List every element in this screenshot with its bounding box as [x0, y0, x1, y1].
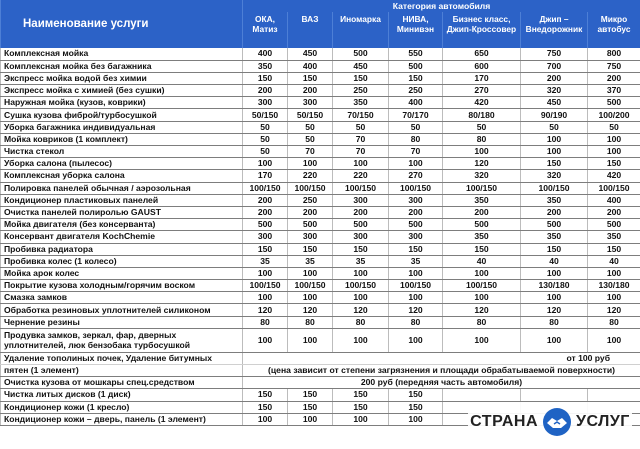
price-cell: 500: [389, 219, 443, 231]
price-cell: 220: [288, 170, 333, 182]
price-cell: 320: [521, 85, 588, 97]
price-cell: 200: [389, 206, 443, 218]
price-cell: 150: [243, 243, 288, 255]
price-cell: 150: [243, 72, 288, 84]
price-cell: 80: [588, 316, 640, 328]
price-cell: 100: [288, 328, 333, 352]
price-cell: 100: [333, 413, 389, 425]
price-cell: 100: [389, 267, 443, 279]
price-cell: 100: [588, 328, 640, 352]
price-cell: 250: [288, 194, 333, 206]
price-cell: 550: [389, 48, 443, 60]
service-name: Чистка стекол: [1, 146, 243, 158]
service-name: пятен (1 элемент): [1, 365, 243, 377]
price-cell: 100/150: [243, 182, 288, 194]
price-cell: 80: [243, 316, 288, 328]
price-cell: 350: [443, 194, 521, 206]
table-row: [1, 231, 640, 243]
price-cell: 80: [443, 316, 521, 328]
price-cell: 300: [389, 231, 443, 243]
price-cell: 100: [443, 328, 521, 352]
service-name: Мойка ковриков (1 комплект): [1, 133, 243, 145]
column-header: Микро автобус: [588, 12, 640, 48]
service-name: Покрытие кузова холодным/горячим воском: [1, 280, 243, 292]
price-cell: 350: [443, 231, 521, 243]
price-cell: 120: [333, 304, 389, 316]
column-header: ВАЗ: [288, 12, 333, 48]
price-cell: 500: [333, 48, 389, 60]
service-name: Чистка литых дисков (1 диск): [1, 389, 243, 401]
price-cell: 80: [288, 316, 333, 328]
service-name: Консервант двигателя KochChemie: [1, 231, 243, 243]
price-cell: 700: [521, 60, 588, 72]
price-cell: 500: [243, 219, 288, 231]
price-cell: 35: [333, 255, 389, 267]
price-cell: 100: [521, 292, 588, 304]
table-row: [1, 72, 640, 84]
strana-uslug-logo: [468, 402, 632, 442]
service-name: Экспресс мойка водой без химии: [1, 72, 243, 84]
price-note: от 100 руб: [243, 352, 640, 364]
price-cell: 50: [243, 133, 288, 145]
price-cell: 300: [333, 194, 389, 206]
service-name: Смазка замков: [1, 292, 243, 304]
price-cell: 120: [443, 158, 521, 170]
price-cell: 50: [243, 146, 288, 158]
table-row: [1, 316, 640, 328]
table-row: [1, 109, 640, 121]
service-name: Кондиционер кожи (1 кресло): [1, 401, 243, 413]
column-header: Бизнес класс, Джип-Кроссовер: [443, 12, 521, 48]
price-cell: 100: [443, 267, 521, 279]
price-cell: 200: [588, 206, 640, 218]
service-name: Комплексная мойка без багажника: [1, 60, 243, 72]
price-cell: 35: [288, 255, 333, 267]
table-row: [1, 352, 640, 364]
service-name: Чернение резины: [1, 316, 243, 328]
price-cell: 100: [243, 292, 288, 304]
empty-cell: [588, 389, 640, 401]
price-cell: 100: [389, 158, 443, 170]
price-cell: 50: [443, 121, 521, 133]
price-cell: 50: [588, 121, 640, 133]
price-cell: 800: [588, 48, 640, 60]
price-cell: 80: [389, 316, 443, 328]
table-row: [1, 158, 640, 170]
empty-cell: [521, 389, 588, 401]
price-cell: 100: [443, 292, 521, 304]
price-cell: 70: [389, 146, 443, 158]
price-cell: 150: [333, 401, 389, 413]
price-cell: 70: [333, 146, 389, 158]
table-row: [1, 304, 640, 316]
price-cell: 170: [243, 170, 288, 182]
price-cell: 300: [288, 231, 333, 243]
logo-left-word: СТРАНА: [470, 413, 538, 430]
price-cell: 100/150: [443, 280, 521, 292]
price-cell: 80/180: [443, 109, 521, 121]
price-cell: 100: [243, 328, 288, 352]
price-cell: 350: [521, 231, 588, 243]
price-cell: 400: [389, 97, 443, 109]
price-cell: 80: [389, 133, 443, 145]
service-name: Комплексная уборка салона: [1, 170, 243, 182]
table-row: [1, 170, 640, 182]
table-row: [1, 243, 640, 255]
service-name: Сушка кузова фиброй/турбосушкой: [1, 109, 243, 121]
price-cell: 350: [243, 60, 288, 72]
price-cell: 50: [243, 121, 288, 133]
price-cell: 200: [243, 85, 288, 97]
table-row: [1, 48, 640, 60]
price-cell: 150: [588, 158, 640, 170]
price-cell: 100: [288, 267, 333, 279]
price-cell: 150: [243, 401, 288, 413]
price-cell: 500: [333, 219, 389, 231]
service-name: Полировка панелей обычная / аэрозольная: [1, 182, 243, 194]
price-cell: 150: [288, 72, 333, 84]
price-cell: 150: [288, 243, 333, 255]
price-cell: 150: [389, 389, 443, 401]
price-cell: 420: [588, 170, 640, 182]
price-cell: 100/150: [389, 280, 443, 292]
price-cell: 70: [288, 146, 333, 158]
price-cell: 130/180: [521, 280, 588, 292]
price-cell: 650: [443, 48, 521, 60]
price-cell: 270: [389, 170, 443, 182]
price-cell: 100: [389, 413, 443, 425]
price-cell: 400: [588, 194, 640, 206]
price-cell: 170: [443, 72, 521, 84]
price-cell: 100: [389, 292, 443, 304]
service-name: Обработка резиновых уплотнителей силиконом: [1, 304, 243, 316]
price-cell: 450: [333, 60, 389, 72]
logo-right-word: УСЛУГ: [576, 413, 630, 430]
price-cell: 100: [521, 146, 588, 158]
price-cell: 400: [243, 48, 288, 60]
price-cell: 150: [333, 72, 389, 84]
table-row: [1, 121, 640, 133]
price-cell: 100/150: [288, 280, 333, 292]
price-cell: 100/150: [588, 182, 640, 194]
column-header: Джип – Внедорожник: [521, 12, 588, 48]
price-cell: 130/180: [588, 280, 640, 292]
price-cell: 420: [443, 97, 521, 109]
price-cell: 500: [588, 219, 640, 231]
table-row: [1, 133, 640, 145]
price-cell: 80: [521, 316, 588, 328]
price-cell: 200: [588, 72, 640, 84]
table-row: [1, 146, 640, 158]
price-cell: 100/200: [588, 109, 640, 121]
price-cell: 100: [521, 328, 588, 352]
price-cell: 100/150: [288, 182, 333, 194]
table-row: [1, 377, 640, 389]
price-cell: 150: [288, 389, 333, 401]
handshake-icon: [542, 407, 572, 437]
price-cell: 100/150: [243, 280, 288, 292]
table-row: [1, 280, 640, 292]
price-cell: 500: [288, 219, 333, 231]
header-category: Категория автомобиля: [243, 0, 640, 12]
price-cell: 100: [588, 292, 640, 304]
price-cell: 200: [288, 85, 333, 97]
table-row: [1, 292, 640, 304]
service-name: Очистка кузова от мошкары спец.средством: [1, 377, 243, 389]
price-cell: 200: [521, 72, 588, 84]
price-cell: 35: [389, 255, 443, 267]
price-cell: 80: [333, 316, 389, 328]
price-cell: 250: [333, 85, 389, 97]
price-cell: 150: [243, 389, 288, 401]
price-cell: 200: [333, 206, 389, 218]
price-cell: 300: [389, 194, 443, 206]
price-cell: 100: [521, 267, 588, 279]
price-cell: 50/150: [288, 109, 333, 121]
service-name: Удаление тополиных почек, Удаление битумных: [1, 352, 243, 364]
price-cell: 100: [333, 267, 389, 279]
price-cell: 100/150: [333, 280, 389, 292]
price-cell: 120: [443, 304, 521, 316]
price-cell: 50: [288, 133, 333, 145]
price-cell: 100: [333, 328, 389, 352]
price-cell: 70: [333, 133, 389, 145]
price-cell: 350: [521, 194, 588, 206]
price-cell: 40: [443, 255, 521, 267]
price-cell: 150: [389, 243, 443, 255]
service-name: Уборка багажника индивидуальная: [1, 121, 243, 133]
service-name: Пробивка колес (1 колесо): [1, 255, 243, 267]
price-note: (цена зависит от степени загрязнения и площади обрабатываемой поверхности): [243, 365, 640, 377]
price-cell: 450: [288, 48, 333, 60]
price-cell: 150: [333, 243, 389, 255]
price-cell: 350: [333, 97, 389, 109]
price-cell: 100: [243, 158, 288, 170]
price-cell: 350: [588, 231, 640, 243]
table-row: [1, 182, 640, 194]
price-cell: 150: [288, 401, 333, 413]
price-cell: 40: [521, 255, 588, 267]
table-row: [1, 97, 640, 109]
price-cell: 150: [443, 243, 521, 255]
price-cell: 400: [288, 60, 333, 72]
price-cell: 50: [288, 121, 333, 133]
price-cell: 500: [521, 219, 588, 231]
table-row: [1, 194, 640, 206]
price-cell: 150: [588, 243, 640, 255]
price-cell: 120: [243, 304, 288, 316]
price-cell: 100: [288, 158, 333, 170]
price-cell: 320: [521, 170, 588, 182]
service-name: Пробивка радиатора: [1, 243, 243, 255]
price-cell: 100: [588, 133, 640, 145]
price-cell: 70/150: [333, 109, 389, 121]
price-cell: 120: [521, 304, 588, 316]
price-cell: 270: [443, 85, 521, 97]
price-cell: 100: [588, 267, 640, 279]
price-cell: 300: [288, 97, 333, 109]
table-row: [1, 219, 640, 231]
price-cell: 150: [389, 72, 443, 84]
service-name: Мойка двигателя (без консерванта): [1, 219, 243, 231]
service-name: Комплексная мойка: [1, 48, 243, 60]
price-cell: 100: [243, 267, 288, 279]
price-cell: 100: [588, 146, 640, 158]
header-title: Наименование услуги: [1, 0, 243, 48]
price-note: 200 руб (передняя часть автомобиля): [243, 377, 640, 389]
price-cell: 450: [521, 97, 588, 109]
table-row: [1, 389, 640, 401]
empty-cell: [443, 389, 521, 401]
price-cell: 100: [288, 413, 333, 425]
price-cell: 100: [288, 292, 333, 304]
table-row: [1, 328, 640, 352]
price-cell: 220: [333, 170, 389, 182]
table-row: [1, 85, 640, 97]
price-cell: 300: [243, 97, 288, 109]
service-name: Очистка панелей полиролью GAUST: [1, 206, 243, 218]
service-name: Экспресс мойка с химией (без сушки): [1, 85, 243, 97]
service-name: Кондиционер кожи – дверь, панель (1 элемент): [1, 413, 243, 425]
price-cell: 250: [389, 85, 443, 97]
price-cell: 90/190: [521, 109, 588, 121]
price-cell: 300: [333, 231, 389, 243]
price-cell: 320: [443, 170, 521, 182]
table-row: [1, 267, 640, 279]
price-cell: 150: [389, 401, 443, 413]
price-cell: 100/150: [333, 182, 389, 194]
price-cell: 500: [443, 219, 521, 231]
price-cell: 50: [333, 121, 389, 133]
price-cell: 100: [333, 292, 389, 304]
price-cell: 150: [521, 243, 588, 255]
price-cell: 40: [588, 255, 640, 267]
price-cell: 100: [521, 133, 588, 145]
price-cell: 750: [521, 48, 588, 60]
column-header: Иномарка: [333, 12, 389, 48]
price-cell: 500: [588, 97, 640, 109]
price-cell: 100/150: [389, 182, 443, 194]
price-cell: 100: [243, 413, 288, 425]
price-cell: 750: [588, 60, 640, 72]
price-cell: 100/150: [521, 182, 588, 194]
price-cell: 100: [333, 158, 389, 170]
price-cell: 70/170: [389, 109, 443, 121]
price-cell: 150: [521, 158, 588, 170]
price-cell: 50/150: [243, 109, 288, 121]
price-cell: 100: [443, 146, 521, 158]
service-name: Уборка салона (пылесос): [1, 158, 243, 170]
price-cell: 120: [389, 304, 443, 316]
column-header: НИВА, Минивэн: [389, 12, 443, 48]
service-name: Продувка замков, зеркал, фар, дверных уплотнителей, люк бензобака турбосушкой: [1, 328, 243, 352]
price-cell: 370: [588, 85, 640, 97]
table-row: [1, 255, 640, 267]
price-cell: 500: [389, 60, 443, 72]
table-row: [1, 206, 640, 218]
service-name: Кондиционер пластиковых панелей: [1, 194, 243, 206]
table-row: [1, 365, 640, 377]
price-cell: 80: [443, 133, 521, 145]
price-cell: 200: [243, 206, 288, 218]
price-cell: 300: [243, 231, 288, 243]
price-cell: 200: [288, 206, 333, 218]
price-cell: 35: [243, 255, 288, 267]
price-cell: 200: [443, 206, 521, 218]
price-cell: 50: [389, 121, 443, 133]
price-cell: 200: [521, 206, 588, 218]
price-cell: 50: [521, 121, 588, 133]
column-header: ОКА, Матиз: [243, 12, 288, 48]
price-cell: 200: [243, 194, 288, 206]
table-row: [1, 60, 640, 72]
service-name: Наружная мойка (кузов, коврики): [1, 97, 243, 109]
price-cell: 100: [389, 328, 443, 352]
service-name: Мойка арок колес: [1, 267, 243, 279]
price-cell: 120: [588, 304, 640, 316]
price-cell: 120: [288, 304, 333, 316]
price-cell: 150: [333, 389, 389, 401]
price-cell: 100/150: [443, 182, 521, 194]
price-cell: 600: [443, 60, 521, 72]
